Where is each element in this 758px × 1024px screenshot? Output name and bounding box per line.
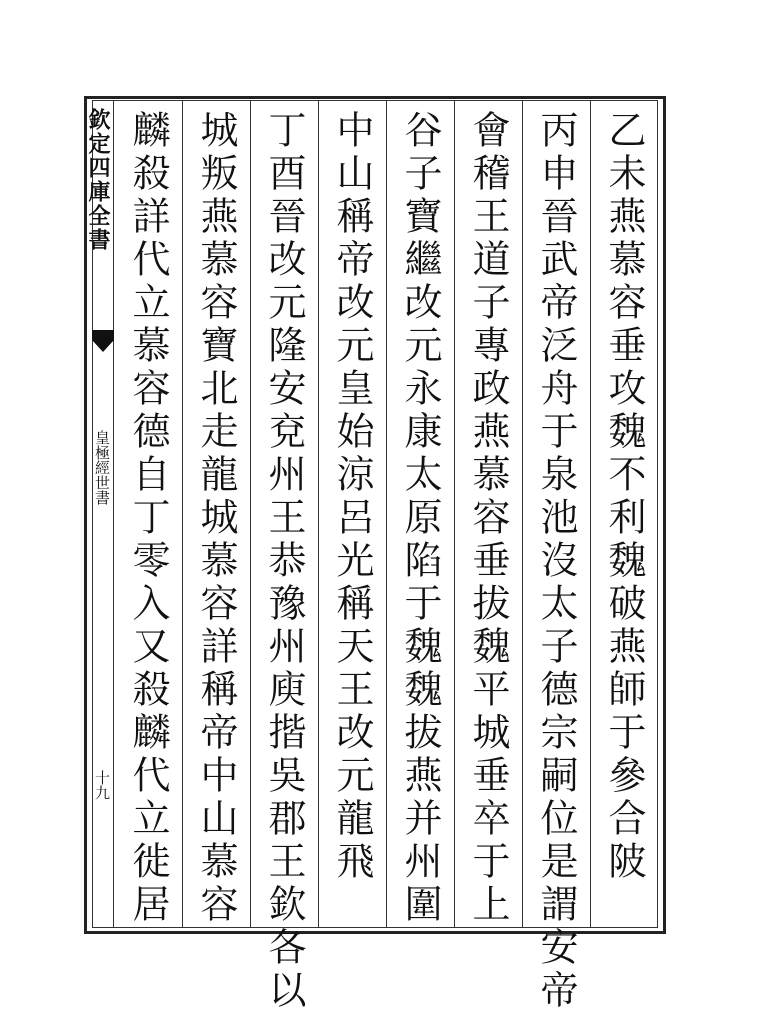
collection-title: 欽定四庫全書 — [85, 108, 111, 252]
column-rule — [386, 100, 387, 928]
column-rule — [522, 100, 523, 928]
text-column-4: 谷子寶繼改元永康太原陷于魏魏拔燕并州圍 — [398, 110, 442, 927]
column-rule — [590, 100, 591, 928]
book-title: 皇極經世書 — [93, 430, 111, 505]
column-rule — [250, 100, 251, 928]
text-column-3: 會稽王道子專政燕慕容垂拔魏平城垂卒于上 — [466, 110, 510, 927]
column-rule — [182, 100, 183, 928]
column-rule — [454, 100, 455, 928]
text-column-6: 丁酉晉改元隆安兗州王恭豫州庾揩吳郡王欽各以 — [262, 110, 306, 1013]
column-rule — [318, 100, 319, 928]
folio-number: 十九 — [93, 770, 111, 800]
text-column-5: 中山稱帝改元皇始涼呂光稱天王改元龍飛 — [330, 110, 374, 884]
text-column-8: 麟殺詳代立慕容德自丁零入又殺麟代立徙居 — [126, 110, 170, 927]
fishtail-mark-icon — [92, 330, 114, 354]
text-column-1: 乙未燕慕容垂攻魏不利魏破燕師于參合陂 — [602, 110, 646, 884]
text-column-2: 丙申晉武帝泛舟于泉池沒太子德宗嗣位是謂安帝 — [534, 110, 578, 1013]
text-column-7: 城叛燕慕容寶北走龍城慕容詳稱帝中山慕容 — [194, 110, 238, 927]
